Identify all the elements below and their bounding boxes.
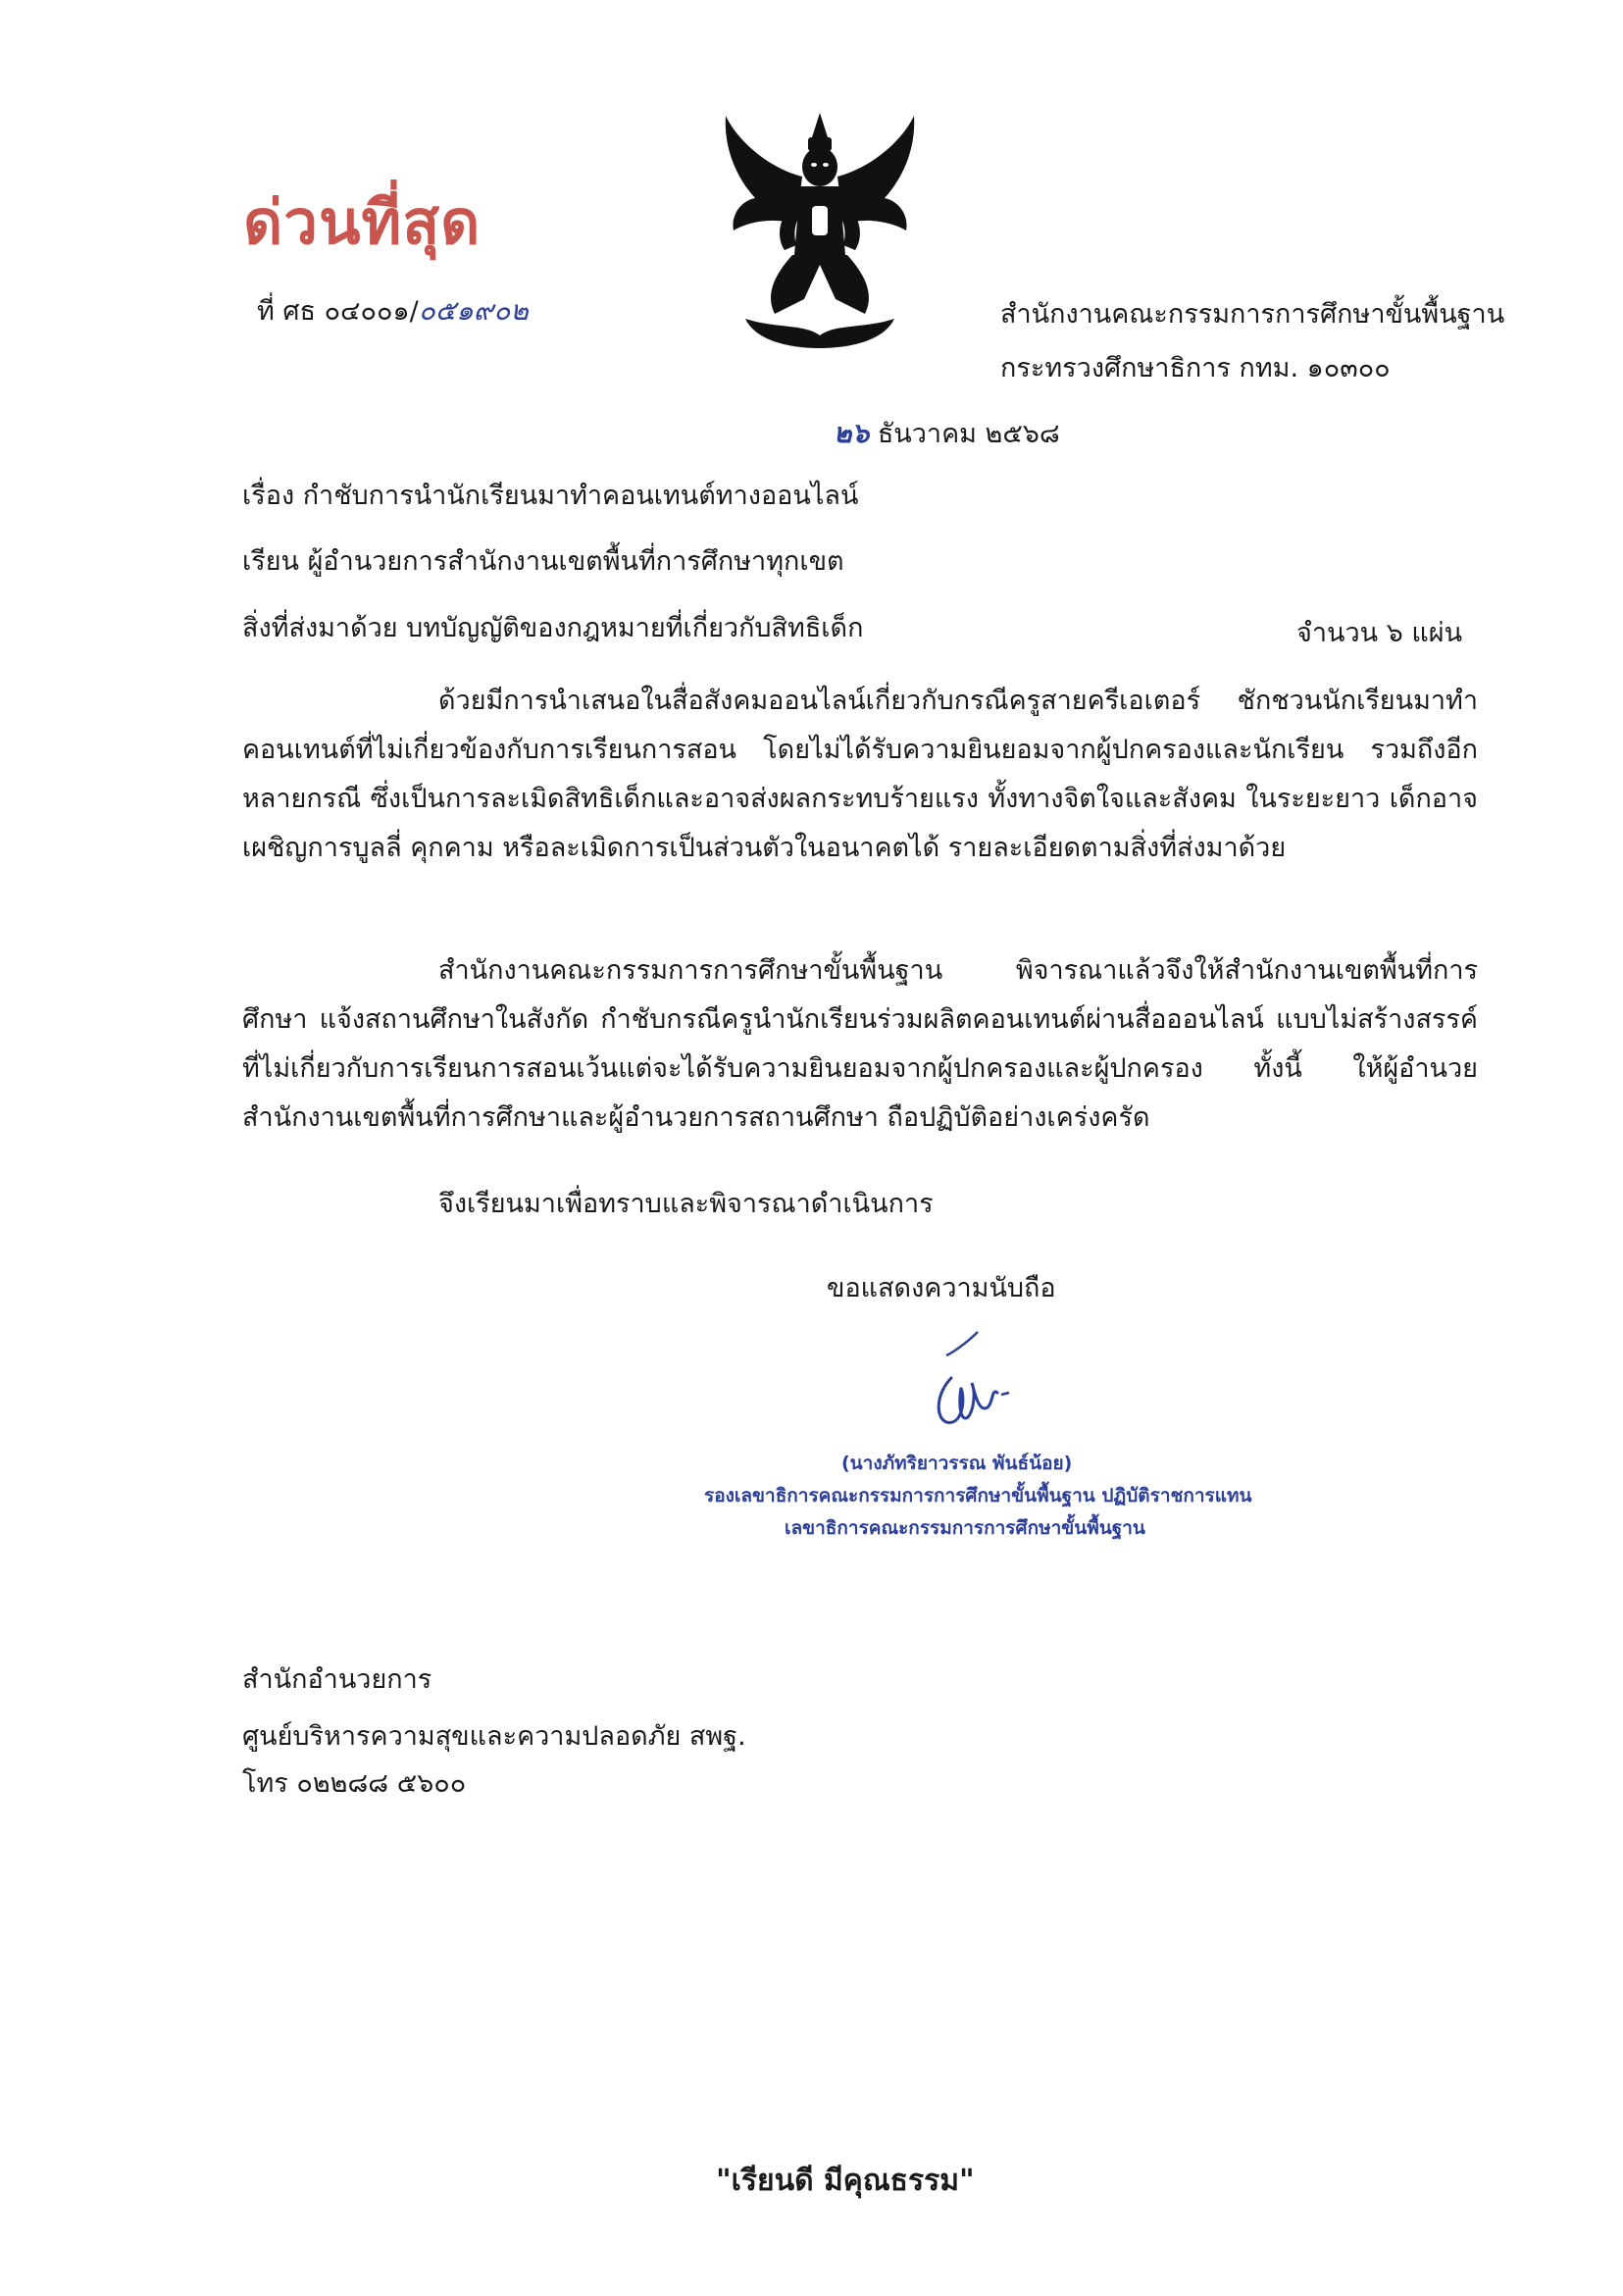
body-paragraph-1	[242, 677, 1478, 873]
regards-line: ขอแสดงความนับถือ	[827, 1273, 1056, 1303]
closing-request: จึงเรียนมาเพื่อทราบและพิจารณาดำเนินการ	[438, 1189, 934, 1219]
reference-number	[257, 294, 529, 328]
sender-org-line1: สำนักงานคณะกรรมการการศึกษาขั้นพื้นฐาน	[1000, 299, 1505, 330]
enclosure-count: จำนวน ๖ แผ่น	[1296, 618, 1463, 648]
enclosure-line: สิ่งที่ส่งมาด้วย บทบัญญัติของกฎหมายที่เกี่ยวกับสิทธิเด็ก	[242, 613, 864, 643]
paragraph-2-text: สำนักงานคณะกรรมการการศึกษาขั้นพื้นฐาน พิจารณาแล้วจึงให้สำนักงานเขตพื้นที่การศึกษา แจ้งสถานศึกษาในสังกัด กำชับกรณีครูนำนักเรียนร่วมผลิตคอนเทนต์ผ่านสื่อออนไลน์ แบบไม่สร้างสรรค์ที่ไม่เกี่ยวกับการเรียนการสอนเว้นแต่จะได้รับความยินยอมจากผู้ปกครองและผู้ปกครอง ทั้งนี้ ให้ผู้อำนวยสำนักงานเขตพื้นที่การศึกษาและผู้อำนวยการสถานศึกษา ถือปฏิบัติอย่างเคร่งครัด	[242, 955, 1478, 1133]
signer-title-line1: รองเลขาธิการคณะกรรมการการศึกษาขั้นพื้นฐาน ปฏิบัติราชการแทน	[704, 1485, 1252, 1506]
signer-title-line2: เลขาธิการคณะกรรมการการศึกษาขั้นพื้นฐาน	[785, 1517, 1145, 1539]
footer-department-line1: สำนักอำนวยการ	[242, 1664, 432, 1695]
subject-line: เรื่อง กำชับการนำนักเรียนมาทำคอนเทนต์ทางออนไลน์	[242, 481, 859, 511]
date-month-year: ธันวาคม ๒๕๖๘	[869, 419, 1060, 449]
date-day-handwritten: ๒๖	[834, 417, 870, 449]
handwritten-signature	[907, 1324, 1025, 1442]
footer-department-line2: ศูนย์บริหารความสุขและความปลอดภัย สพฐ.	[242, 1721, 746, 1752]
paragraph-1-text: ด้วยมีการนำเสนอในสื่อสังคมออนไลน์เกี่ยวกับกรณีครูสายครีเอเตอร์ ชักชวนนักเรียนมาทำคอนเทนต์ที่ไม่เกี่ยวข้องกับการเรียนการสอน โดยไม่ได้รับความยินยอมจากผู้ปกครองและนักเรียน รวมถึงอีกหลายกรณี ซึ่งเป็นการละเมิดสิทธิเด็กและอาจส่งผลกระทบร้ายแรง ทั้งทางจิตใจและสังคม ในระยะยาว เด็กอาจเผชิญการบูลลี่ คุกคาม หรือละเมิดการเป็นส่วนตัวในอนาคตได้ รายละเอียดตามสิ่งที่ส่งมาด้วย	[242, 686, 1478, 863]
sender-org-line2: กระทรวงศึกษาธิการ กทม. ๑๐๓๐๐	[1000, 353, 1391, 383]
reference-number-handwritten: ๐๕๑๙๐๒	[418, 294, 529, 327]
signer-name: (นางภัทริยาวรรณ พันธ์น้อย)	[841, 1453, 1073, 1474]
recipient-line: เรียน ผู้อำนวยการสำนักงานเขตพื้นที่การศึกษาทุกเขต	[242, 546, 844, 577]
reference-prefix: ที่ ศธ ๐๔๐๐๑/	[257, 296, 419, 327]
urgency-stamp: ด่วนที่สุด	[243, 186, 482, 258]
footer-phone: โทร ๐๒๒๘๘ ๕๖๐๐	[242, 1768, 467, 1799]
garuda-emblem-icon	[706, 108, 934, 353]
body-paragraph-2	[242, 946, 1478, 1143]
letter-date	[834, 417, 1060, 450]
footer-motto: "เรียนดี มีคุณธรรม"	[716, 2164, 975, 2198]
